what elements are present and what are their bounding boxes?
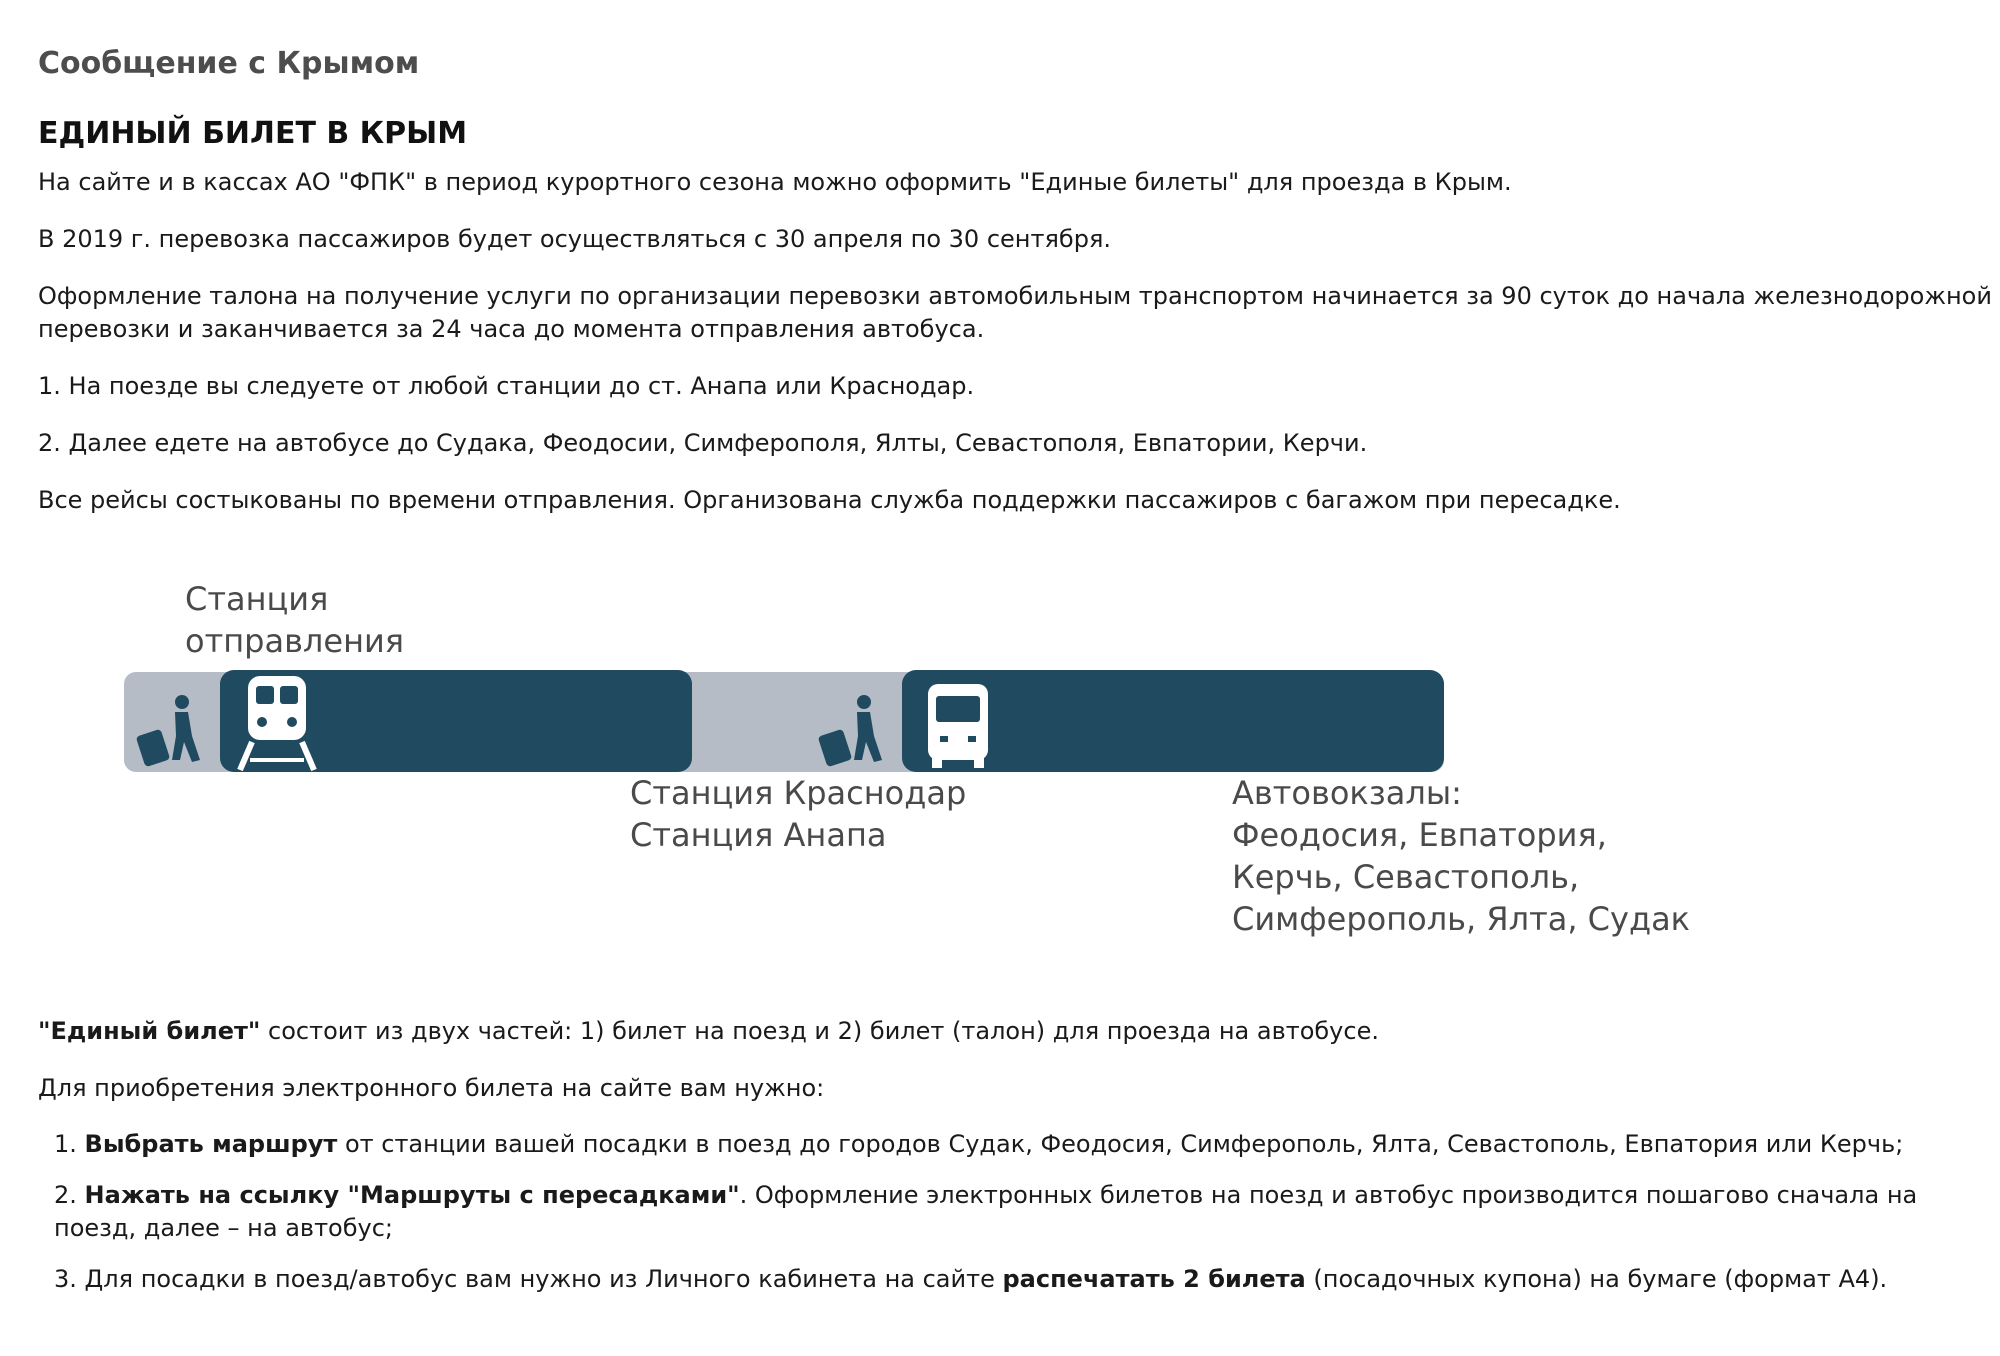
ticket-info-bold: "Единый билет" [38,1017,261,1045]
ticket-info-paragraph [38,1015,1978,1048]
route-diagram [0,560,2000,980]
purchase-intro-paragraph: Для приобретения электронного билета на сайте вам нужно: [38,1074,825,1102]
season-paragraph: В 2019 г. перевозка пассажиров будет осуществляться с 30 апреля по 30 сентября. [38,225,1112,253]
purchase-step [54,1179,1924,1245]
step-number: 3. [54,1265,85,1293]
purchase-step [54,1263,1954,1296]
bus-icon [928,684,988,768]
step-number: 2. [54,1181,85,1209]
step-text-pre: Для посадки в поезд/автобус вам нужно из Личного кабинета на сайте [84,1265,1003,1293]
purchase-steps-list [54,1128,1954,1296]
step-bold: распечатать 2 билета [1002,1265,1306,1293]
transfer-stations-label: Станция Краснодар Станция Анапа [630,774,967,854]
step-text: . Оформление электронных билетов на поезд и автобус производится пошагово сначала на поезд, далее – на автобус; [54,1181,1918,1242]
bus-step-paragraph: 2. Далее едете на автобусе до Судака, Феодосии, Симферополя, Ялты, Севастополя, Евпатории, Керчи. [38,429,1368,457]
section-title: ЕДИНЫЙ БИЛЕТ В КРЫМ [38,116,468,151]
page-title: Сообщение с Крымом [38,46,420,81]
step-number: 1. [54,1130,85,1158]
step-text: от станции вашей посадки в поезд до городов Судак, Феодосия, Симферополь, Ялта, Севастополь, Евпатория или Керчь; [337,1130,1904,1158]
step-bold: Нажать на ссылку "Маршруты с пересадками" [84,1181,740,1209]
step-text: (посадочных купона) на бумаге (формат А4). [1305,1265,1888,1293]
intro-paragraph: На сайте и в кассах АО "ФПК" в период курортного сезона можно оформить "Единые билеты" для проезда в Крым. [38,168,1512,196]
step-bold: Выбрать маршрут [84,1130,338,1158]
train-step-paragraph: 1. На поезде вы следуете от любой станции до ст. Анапа или Краснодар. [38,372,975,400]
purchase-step [54,1128,1954,1161]
connections-paragraph: Все рейсы состыкованы по времени отправления. Организована служба поддержки пассажиров с багажом при пересадке. [38,486,1621,514]
ticket-info-text: состоит из двух частей: 1) билет на поезд и 2) билет (талон) для проезда на автобусе. [260,1017,1379,1045]
booking-window-paragraph: Оформление талона на получение услуги по организации перевозки автомобильным транспортом начинается за 90 суток до начала железнодорожной перевозки и заканчивается за 24 часа до момента отправления автобуса. [38,282,1992,343]
route-bar [0,560,2000,980]
departure-station-label: Станция отправления [185,580,405,660]
bus-stations-label: Автовокзалы: Феодосия, Евпатория, Керчь, Севастополь, Симферополь, Ялта, Судак [1232,774,1690,938]
